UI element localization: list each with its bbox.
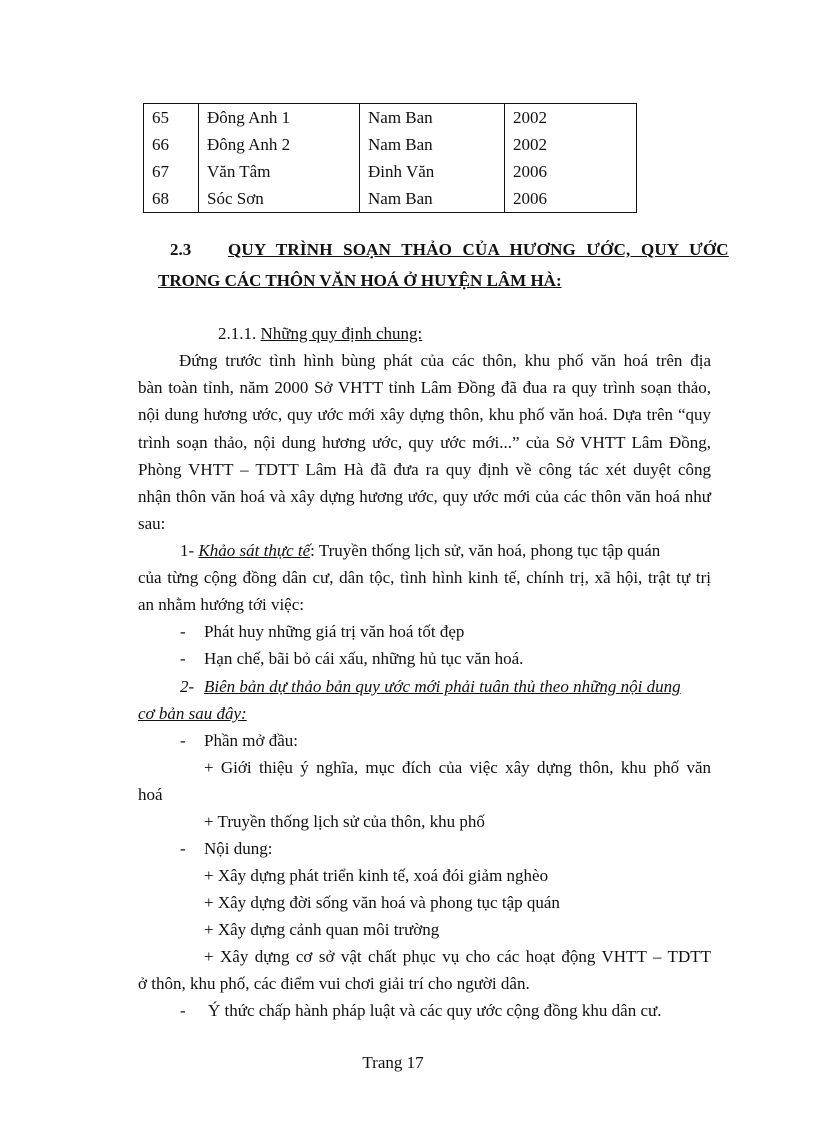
item-2-number: 2-: [180, 677, 195, 696]
year: 2006: [505, 185, 637, 213]
table-row: [144, 131, 637, 158]
bullet-dash: -: [180, 839, 186, 858]
section-title-part-1: QUY TRÌNH SOẠN THẢO CỦA HƯƠNG ƯỚC, QUY ƯỚC: [228, 240, 729, 259]
section-number: 2.3: [170, 240, 192, 259]
bullet-item: [180, 838, 272, 860]
commune-name: Nam Ban: [360, 131, 505, 158]
commune-name: Nam Ban: [360, 185, 505, 213]
year: 2002: [505, 131, 637, 158]
paragraph-line: sau:: [138, 514, 166, 533]
item-1-line-1: [180, 540, 660, 562]
item-2-title-cont: cơ bản sau đây:: [138, 704, 247, 723]
plus-item: + Giới thiệu ý nghĩa, mục đích của việc xây dựng thôn, khu phố văn: [204, 758, 711, 777]
paragraph-line: an nhằm hướng tới việc:: [138, 595, 304, 614]
table-row: [144, 158, 637, 185]
bullet-text: Hạn chế, bãi bỏ cái xấu, những hủ tục văn hoá.: [204, 649, 524, 668]
bullet-item: [180, 1000, 661, 1022]
plus-item: + Xây dựng cơ sở vật chất phục vụ cho các hoạt động VHTT – TDTT: [204, 947, 711, 966]
subsection-number: 2.1.1.: [218, 324, 257, 343]
commune-name: Nam Ban: [360, 104, 505, 132]
bullet-dash: -: [180, 1001, 186, 1020]
bullet-text: Phần mở đầu:: [204, 731, 298, 750]
village-name: Đông Anh 2: [199, 131, 360, 158]
section-heading-line-1: [158, 240, 729, 260]
row-number: 66: [144, 131, 199, 158]
bullet-item: [180, 621, 464, 643]
paragraph-line: nội dung hương ước, quy ước mới xây dựng thôn, khu phố văn hoá. Dựa trên “quy: [138, 405, 711, 424]
row-number: 65: [144, 104, 199, 132]
plus-item-cont: hoá: [138, 785, 163, 804]
paragraph-line: bàn toàn tỉnh, năm 2000 Sở VHTT tỉnh Lâm Đồng đã đua ra quy trình soạn thảo,: [138, 378, 711, 397]
village-name: Văn Tâm: [199, 158, 360, 185]
plus-item: + Xây dựng cảnh quan môi trường: [204, 920, 440, 939]
table-row: [144, 104, 637, 132]
subsection-title: Những quy định chung:: [260, 324, 423, 343]
bullet-item: [180, 648, 523, 670]
paragraph-line: nhận thôn văn hoá và xây dựng hương ước, quy ước mới của các thôn văn hoá như: [138, 487, 711, 506]
bullet-dash: -: [180, 622, 186, 641]
bullet-dash: -: [180, 731, 186, 750]
village-name: Sóc Sơn: [199, 185, 360, 213]
page-number: Trang 17: [362, 1053, 424, 1072]
table-row: [144, 185, 637, 213]
commune-name: Đinh Văn: [360, 158, 505, 185]
item-2-title: Biên bản dự thảo bản quy ước mới phải tuân thủ theo những nội dung: [204, 677, 681, 696]
plus-item: + Truyền thống lịch sử của thôn, khu phố: [204, 812, 485, 831]
bullet-text: Phát huy những giá trị văn hoá tốt đẹp: [204, 622, 465, 641]
plus-item-cont: ở thôn, khu phố, các điểm vui chơi giải trí cho người dân.: [138, 974, 530, 993]
paragraph-line: Đứng trước tình hình bùng phát của các thôn, khu phố văn hoá trên địa: [179, 351, 711, 370]
plus-item: + Xây dựng đời sống văn hoá và phong tục tập quán: [204, 893, 560, 912]
village-name: Đông Anh 1: [199, 104, 360, 132]
item-1-number: 1-: [180, 541, 195, 560]
subsection-heading: [218, 323, 422, 345]
row-number: 68: [144, 185, 199, 213]
paragraph-line: trình soạn thảo, nội dung hương ước, quy ước mới...” của Sở VHTT Lâm Đồng,: [138, 433, 711, 452]
bullet-text: Nội dung:: [204, 839, 273, 858]
item-2-line-1: [180, 676, 681, 698]
bullet-dash: -: [180, 649, 186, 668]
paragraph-line: Phòng VHTT – TDTT Lâm Hà đã đưa ra quy định về công tác xét duyệt công: [138, 460, 711, 479]
item-1-title: Khảo sát thực tế: [198, 541, 311, 560]
bullet-item: [180, 730, 298, 752]
village-table: [143, 103, 637, 213]
item-1-text: : Truyền thống lịch sử, văn hoá, phong tục tập quán: [310, 541, 661, 560]
year: 2002: [505, 104, 637, 132]
section-title-part-2: TRONG CÁC THÔN VĂN HOÁ Ở HUYỆN LÂM HÀ:: [158, 271, 562, 290]
row-number: 67: [144, 158, 199, 185]
paragraph-line: của từng cộng đồng dân cư, dân tộc, tình hình kinh tế, chính trị, xã hội, trật tự trị: [138, 568, 711, 587]
bullet-text: Ý thức chấp hành pháp luật và các quy ước cộng đồng khu dân cư.: [208, 1001, 662, 1020]
plus-item: + Xây dựng phát triển kinh tế, xoá đói giảm nghèo: [204, 866, 549, 885]
year: 2006: [505, 158, 637, 185]
